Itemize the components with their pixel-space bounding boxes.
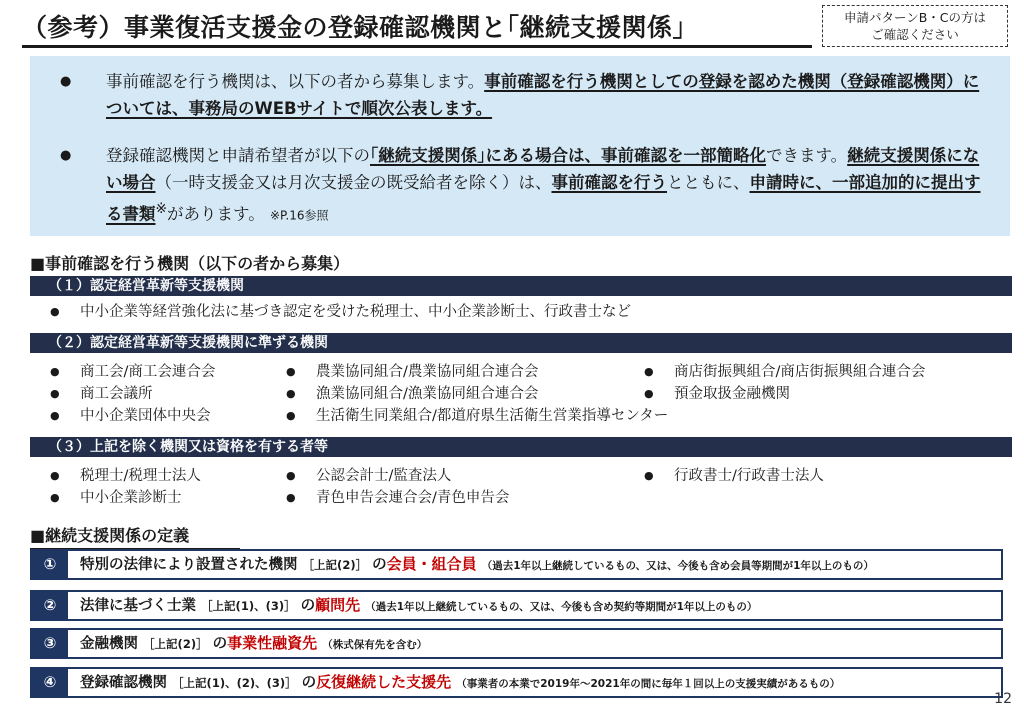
page-reference: ※P.16参照 xyxy=(269,208,329,223)
row-ref: ［上記(2)］ xyxy=(143,637,208,651)
note-line-1: 申請パターンB・Cの方は xyxy=(843,10,987,25)
list-item: ● 税理士/税理士法人 xyxy=(50,468,201,484)
pattern-note-box xyxy=(822,5,1008,47)
intro-p2-emphasis: 継続支援関係にない場合 xyxy=(106,146,980,192)
section-heading-institutions: ■事前確認を行う機関（以下の者から募集） xyxy=(30,251,430,278)
list-item: ● 商工会議所 xyxy=(50,386,153,402)
intro-p2-emphasis: 申請時に、一部追加的に提出する書類 xyxy=(106,173,981,224)
intro-paragraph-1 xyxy=(60,68,992,122)
category-bar-1: （１）認定経営革新等支援機関 xyxy=(30,276,1012,296)
intro-p2-text: とともに、 xyxy=(667,173,750,192)
footnote-mark: ※ xyxy=(155,201,168,217)
section-heading-definition: ■継続支援関係の定義 xyxy=(30,523,240,550)
definition-row-3 xyxy=(30,628,1003,659)
intro-p2-emphasis: ｢継続支援関係｣にある場合は、事前確認を一部簡略化 xyxy=(370,146,766,165)
intro-p2-text: があります。 xyxy=(167,204,265,224)
category-bar-3: （３）上記を除く機関又は資格を有する者等 xyxy=(30,437,1012,457)
row-highlight: 事業性融資先 xyxy=(227,634,318,652)
row-main: 金融機関 xyxy=(80,636,138,652)
row-number: ④ xyxy=(32,669,68,696)
row-particle: の xyxy=(300,598,316,614)
intro-p2-emphasis: 事前確認を行う xyxy=(551,173,667,192)
list-item: ● 中小企業診断士 xyxy=(50,490,182,506)
row-note: （過去1年以上継続しているもの、又は、今後も含め会員等期間が1年以上のもの） xyxy=(481,560,874,572)
list-item: ● 青色申告会連合会/青色申告会 xyxy=(286,490,510,506)
intro-p2-text: 登録確認機関と申請希望者が以下の xyxy=(106,146,370,165)
row-particle: の xyxy=(301,675,317,691)
list-item: ● 生活衛生同業組合/都道府県生活衛生営業指導センター xyxy=(286,408,669,424)
title-underline xyxy=(22,45,812,48)
row-number: ② xyxy=(32,592,68,619)
intro-paragraph-2 xyxy=(60,142,992,230)
definition-row-4 xyxy=(30,667,1003,698)
row-number: ① xyxy=(32,551,68,578)
note-line-2: ご確認ください xyxy=(871,27,959,42)
intro-p2-text: できます。 xyxy=(766,146,848,165)
row-particle: の xyxy=(372,557,387,573)
row-ref: ［上記(2)］ xyxy=(302,558,368,572)
row-note: （事業者の本業で2019年～2021年の間に毎年１回以上の支援実績があるもの） xyxy=(456,678,841,690)
intro-p1-emphasis: 事前確認を行う機関としての登録を認めた機関（登録確認機関）については、事務局のWEBサイトで順次公表します。 xyxy=(106,72,980,118)
category-bar-2: （２）認定経営革新等支援機関に準ずる機関 xyxy=(30,333,1012,353)
list-item: ● 中小企業団体中央会 xyxy=(50,408,211,424)
row-main: 登録確認機関 xyxy=(80,675,167,691)
bullet-icon: ● xyxy=(60,74,72,89)
row-particle: の xyxy=(212,636,228,652)
list-item: ● 農業協同組合/農業協同組合連合会 xyxy=(286,364,539,380)
row-main: 特別の法律により設置された機関 xyxy=(80,557,298,573)
bullet-icon: ● xyxy=(60,148,72,163)
list-item: ● 中小企業等経営強化法に基づき認定を受けた税理士、中小企業診断士、行政書士など xyxy=(50,304,631,320)
row-highlight: 顧問先 xyxy=(315,596,361,614)
page-number: 12 xyxy=(994,691,1012,707)
row-highlight: 反復継続した支援先 xyxy=(316,673,452,691)
intro-box xyxy=(30,56,1010,236)
list-item: ● 商店街振興組合/商店街振興組合連合会 xyxy=(644,364,926,380)
row-ref: ［上記(1)、(2)、(3)］ xyxy=(172,676,297,690)
row-ref: ［上記(1)、(3)］ xyxy=(201,599,296,613)
definition-row-2 xyxy=(30,590,1003,621)
intro-p1-text: 事前確認を行う機関は、以下の者から募集します。 xyxy=(106,72,485,91)
row-main: 法律に基づく士業 xyxy=(80,598,196,614)
page-title: （参考）事業復活支援金の登録確認機関と｢継続支援関係｣ xyxy=(22,13,686,42)
row-highlight: 会員・組合員 xyxy=(386,555,477,573)
row-note: （過去1年以上継続しているもの、又は、今後も含め契約等期間が1年以上のもの） xyxy=(365,601,758,613)
list-item: ● 行政書士/行政書士法人 xyxy=(644,468,824,484)
row-number: ③ xyxy=(32,630,68,657)
row-note: （株式保有先を含む） xyxy=(322,639,428,651)
list-item: ● 商工会/商工会連合会 xyxy=(50,364,216,380)
list-item: ● 公認会計士/監査法人 xyxy=(286,468,452,484)
list-item: ● 預金取扱金融機関 xyxy=(644,386,790,402)
intro-p2-text: （一時支援金又は月次支援金の既受給者を除く）は、 xyxy=(155,173,552,192)
definition-row-1 xyxy=(30,549,1003,580)
list-item: ● 漁業協同組合/漁業協同組合連合会 xyxy=(286,386,539,402)
